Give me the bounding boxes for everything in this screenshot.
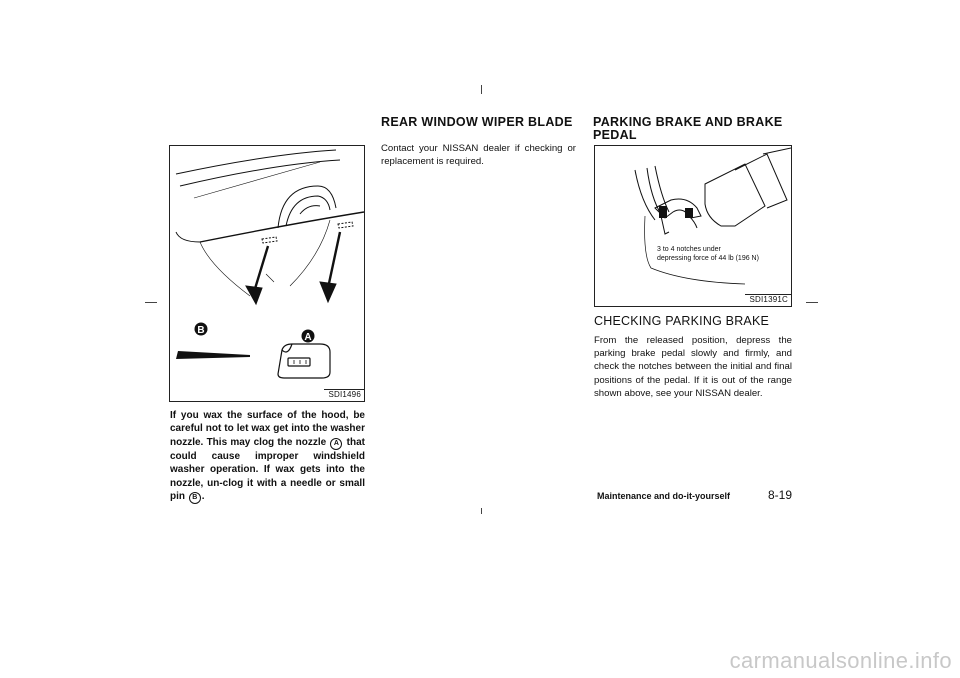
checking-parking-brake-heading: CHECKING PARKING BRAKE (594, 314, 770, 328)
parking-brake-heading (593, 116, 793, 142)
brake-notch-label-line1: 3 to 4 notches under (657, 246, 721, 253)
rear-wiper-heading: REAR WINDOW WIPER BLADE (381, 115, 573, 129)
brake-pedal-illustration (595, 146, 791, 306)
crop-mark-right (806, 302, 818, 303)
parking-brake-figure (594, 145, 792, 307)
footer-page-number: 8-19 (768, 488, 793, 502)
label-b-text: B (197, 325, 205, 336)
label-a-marker (302, 330, 315, 344)
crop-mark-bottom (481, 508, 482, 514)
brake-figure-code: SDI1391C (749, 295, 788, 304)
brake-figure-code-rule (745, 294, 791, 295)
brake-notch-label-line2: depressing force of 44 lb (196 N) (657, 255, 759, 262)
rear-wiper-body: Contact your NISSAN dealer if checking or replacement is required. (381, 143, 576, 168)
figure-code-rule (324, 389, 364, 390)
nozzle-a-marker: A (330, 438, 342, 450)
brake-notch-label (657, 245, 759, 263)
needle-shape (176, 351, 250, 359)
washer-nozzle-figure (169, 145, 365, 402)
crop-mark-left (145, 302, 157, 303)
pin-b-marker: B (189, 492, 201, 504)
caution-text-part2: that could cause improper windshield washer operation. If wax gets into the nozzle, un-clog it with a needle or small pin (170, 436, 365, 503)
hood-wax-caution (170, 409, 365, 504)
parking-brake-heading-line1: PARKING BRAKE AND BRAKE (593, 115, 783, 129)
nozzle-shape (278, 344, 330, 378)
figure-code: SDI1496 (328, 390, 361, 399)
caution-text-part1: If you wax the surface of the hood, be careful not to let wax get into the washer nozzle. This may clog the nozzle (170, 410, 365, 448)
checking-parking-brake-body: From the released position, depress the parking brake pedal slowly and firmly, and check the notches between the initial and final positions of the pedal. If it is out of the range shown above, see your NISSAN dealer. (594, 335, 792, 399)
label-a-text: A (304, 332, 312, 343)
washer-nozzle-illustration (170, 146, 364, 401)
footer-section-title: Maintenance and do-it-yourself (597, 491, 731, 501)
site-watermark: carmanualsonline.info (729, 648, 952, 673)
caution-text-part3: . (201, 491, 205, 503)
crop-mark-top (481, 85, 482, 94)
parking-brake-heading-line2: PEDAL (593, 128, 637, 142)
label-b-marker (195, 323, 208, 337)
